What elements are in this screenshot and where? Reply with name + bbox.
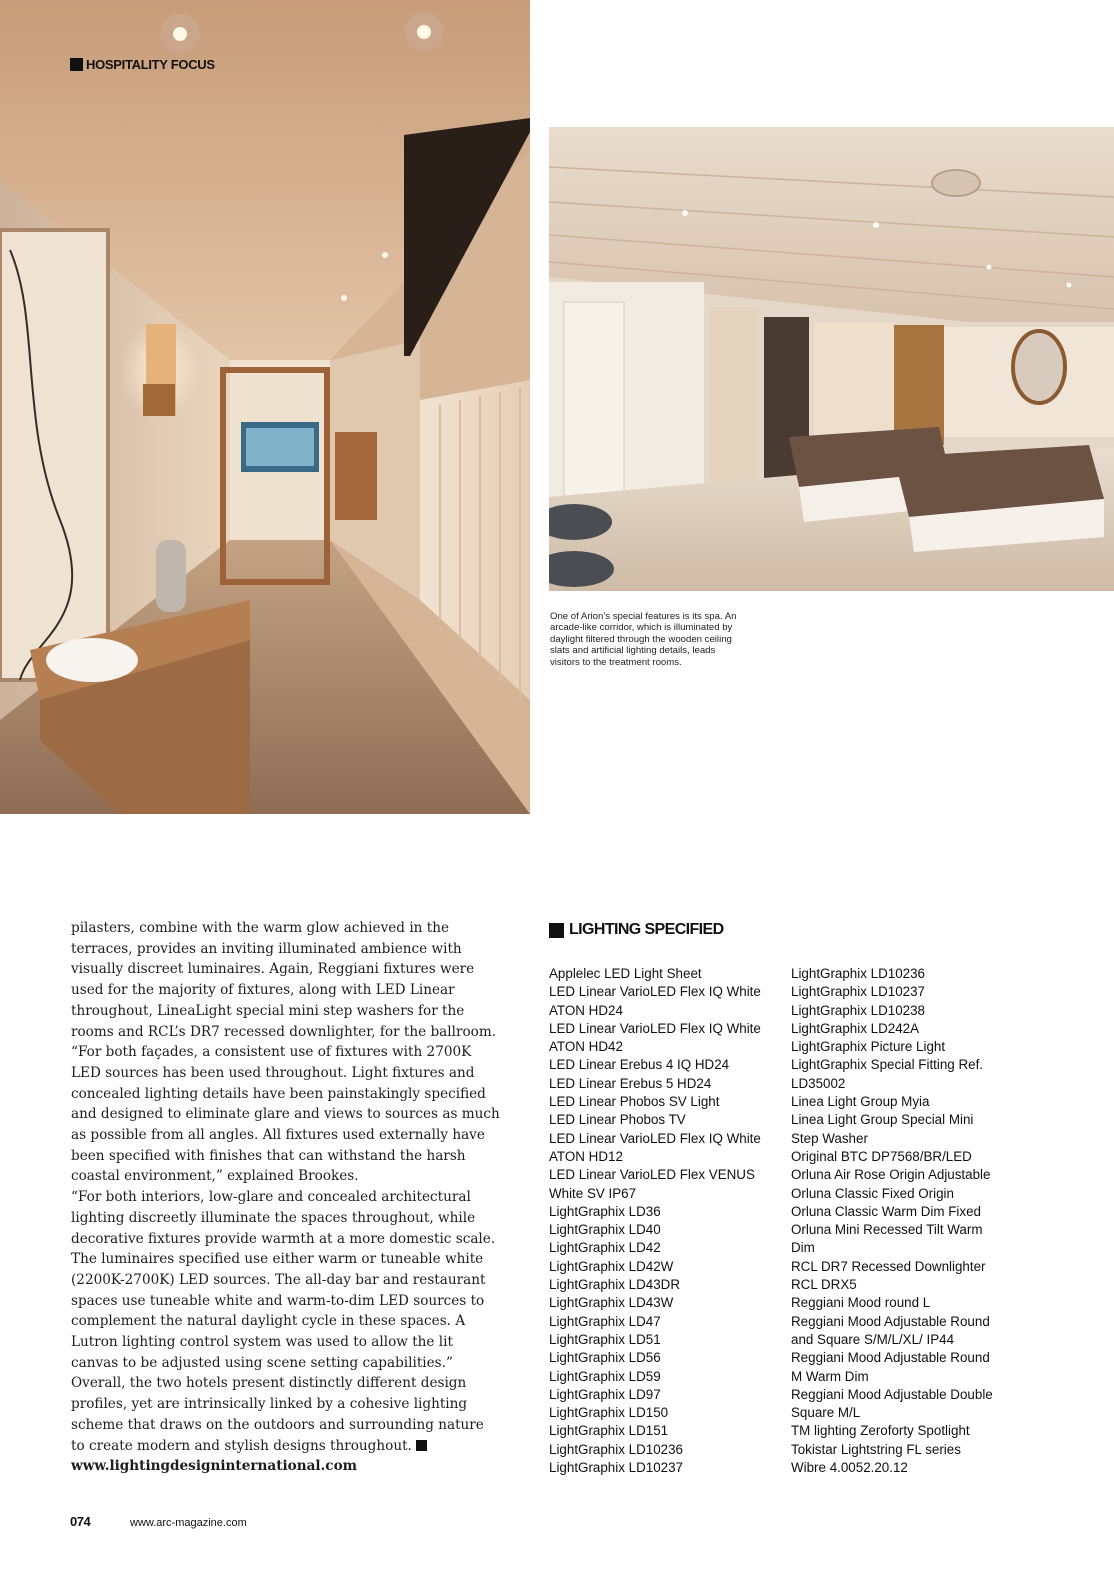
spec-list-item: LightGraphix LD10236 [791, 966, 925, 981]
page-number: 074 [70, 1514, 91, 1529]
section-tag [70, 57, 215, 72]
spec-list-item: Reggiani Mood Adjustable Round [791, 1313, 990, 1329]
spec-list-item: LightGraphix LD10237 [791, 984, 925, 1000]
spec-list-item: LightGraphix LD10237 [549, 1460, 683, 1476]
spec-list-item: LED Linear Phobos TV [549, 1112, 686, 1128]
spec-list-item: Orluna Mini Recessed Tilt Warm [791, 1222, 983, 1238]
spec-list-item: Reggiani Mood Adjustable Round [791, 1350, 990, 1366]
spec-list-item: Applelec LED Light Sheet [549, 966, 702, 981]
spec-list-item: ATON HD24 [549, 1002, 623, 1018]
website-link[interactable]: www.lightingdesigninternational.com [71, 1458, 358, 1475]
spec-list-item: Orluna Classic Warm Dim Fixed [791, 1203, 981, 1219]
spec-list-item: ATON HD12 [549, 1148, 623, 1164]
spec-list-item: Step Washer [791, 1130, 868, 1146]
spec-list-item: LightGraphix LD42 [549, 1240, 661, 1256]
spec-list-item: LightGraphix LD40 [549, 1222, 661, 1238]
spec-list-item: LightGraphix Picture Light [791, 1039, 946, 1055]
spec-list-item: Tokistar Lightstring FL series [791, 1441, 961, 1457]
treatment-room-photo [549, 127, 1114, 591]
spec-list-item: LightGraphix LD43DR [549, 1277, 680, 1293]
spec-list-item: LightGraphix LD59 [549, 1368, 661, 1384]
spec-list-item: Orluna Classic Fixed Origin [791, 1185, 954, 1201]
spec-list-item: Linea Light Group Myia [791, 1094, 930, 1110]
spec-list-column-2 [791, 965, 1021, 1477]
tag-square-icon [70, 58, 83, 71]
spec-list-item: ATON HD42 [549, 1039, 623, 1055]
body-paragraph-text: Overall, the two hotels present distinctly different design profiles, yet are intrinsically linked by a cohesive lighting scheme that draws on the outdoors and surrounding nature to create modern and stylish designs throughout. [71, 1375, 484, 1454]
spec-list-item: LightGraphix Special Fitting Ref. [791, 1057, 984, 1073]
spec-list-column-1 [549, 965, 779, 1477]
spec-list-item: LightGraphix LD242A [791, 1020, 920, 1036]
spec-list-item: LightGraphix LD10236 [549, 1441, 683, 1457]
spec-list-item: Reggiani Mood round L [791, 1295, 931, 1311]
spec-list-item: LED Linear Phobos SV Light [549, 1094, 720, 1110]
spec-list-item: LightGraphix LD36 [549, 1203, 661, 1219]
spec-list-item: RCL DR7 Recessed Downlighter [791, 1258, 986, 1274]
spec-list-item: LightGraphix LD97 [549, 1386, 661, 1402]
heading-square-icon [549, 923, 564, 938]
spec-list-item: Square M/L [791, 1405, 861, 1421]
spec-list-item: Wibre 4.0052.20.12 [791, 1460, 908, 1476]
spec-list-item: LightGraphix LD150 [549, 1405, 669, 1421]
body-paragraph: “For both façades, a consistent use of fixtures with 2700K LED sources has been used throughout. Light fixtures and concealed lighting details have been painstakingly specified and designed to eliminate glare and views to sources as much as possible from all angles. All fixtures used externally have been specified with finishes that can withstand the harsh coastal environment,” explained Brookes. [71, 1044, 500, 1185]
article-body [71, 918, 501, 1477]
spec-list-item: LightGraphix LD43W [549, 1295, 674, 1311]
spec-list-item: LED Linear VarioLED Flex IQ White [549, 1020, 761, 1036]
body-paragraph: pilasters, combine with the warm glow achieved in the terraces, provides an inviting illuminated ambience with visually discreet luminaires. Again, Reggiani fixtures were used for the majority of fixtures, along with LED Linear throughout, LineaLight special mini step washers for the rooms and RCL’s DR7 recessed downlighter, for the ballroom. [71, 920, 497, 1040]
body-paragraph: “For both interiors, low-glare and concealed architectural lighting discreetly illuminate the spaces throughout, while decorative fixtures provide warmth at a more domestic scale. The luminaires specified use either warm or tuneable white (2200K-2700K) LED sources. The all-day bar and restaurant spaces use tuneable white and warm-to-dim LED sources to complement the natural daylight cycle in these spaces. A Lutron lighting control system was used to allow the lit canvas to be adjusted using scene setting capabilities.” [71, 1189, 496, 1371]
spec-list-item: and Square S/M/L/XL/ IP44 [791, 1331, 955, 1347]
spec-list-item: LED Linear Erebus 4 IQ HD24 [549, 1057, 730, 1073]
spec-list-item: Original BTC DP7568/BR/LED [791, 1148, 972, 1164]
spec-list-item: White SV IP67 [549, 1185, 637, 1201]
spec-list-item: LightGraphix LD10238 [791, 1002, 925, 1018]
corridor-photo [0, 0, 530, 814]
spec-list-item: TM lighting Zeroforty Spotlight [791, 1423, 970, 1439]
end-mark-icon [416, 1440, 427, 1451]
spec-list-item: LightGraphix LD42W [549, 1258, 674, 1274]
spec-list-item: Orluna Air Rose Origin Adjustable [791, 1167, 991, 1183]
spec-list-item: RCL DRX5 [791, 1277, 857, 1293]
lighting-specified-heading [549, 921, 724, 939]
spec-list-item: LightGraphix LD51 [549, 1331, 661, 1347]
spec-list-item: Dim [791, 1240, 815, 1256]
spec-list-item: LED Linear VarioLED Flex VENUS [549, 1167, 755, 1183]
spec-list-item: LightGraphix LD56 [549, 1350, 661, 1366]
page-footer [70, 1514, 247, 1529]
spec-list-item: LightGraphix LD151 [549, 1423, 669, 1439]
spec-list-item: Reggiani Mood Adjustable Double [791, 1386, 993, 1402]
spec-list-item: LD35002 [791, 1075, 846, 1091]
body-paragraph-final [71, 1373, 501, 1456]
spec-list-item: LightGraphix LD47 [549, 1313, 661, 1329]
lighting-specified-title: LIGHTING SPECIFIED [569, 921, 724, 938]
photo-caption: One of Arion’s special features is its spa. An arcade-like corridor, which is illuminated by daylight filtered through the wooden ceiling slats and artificial lighting details, leads visitors to the treatment rooms. [550, 611, 737, 668]
spec-list-item: LED Linear VarioLED Flex IQ White [549, 1130, 761, 1146]
footer-website: www.arc-magazine.com [130, 1517, 247, 1529]
spec-list-item: Linea Light Group Special Mini [791, 1112, 974, 1128]
section-tag-label: HOSPITALITY FOCUS [86, 57, 215, 72]
spec-list-item: M Warm Dim [791, 1368, 869, 1384]
spec-list-item: LED Linear VarioLED Flex IQ White [549, 984, 761, 1000]
spec-list-item: LED Linear Erebus 5 HD24 [549, 1075, 712, 1091]
